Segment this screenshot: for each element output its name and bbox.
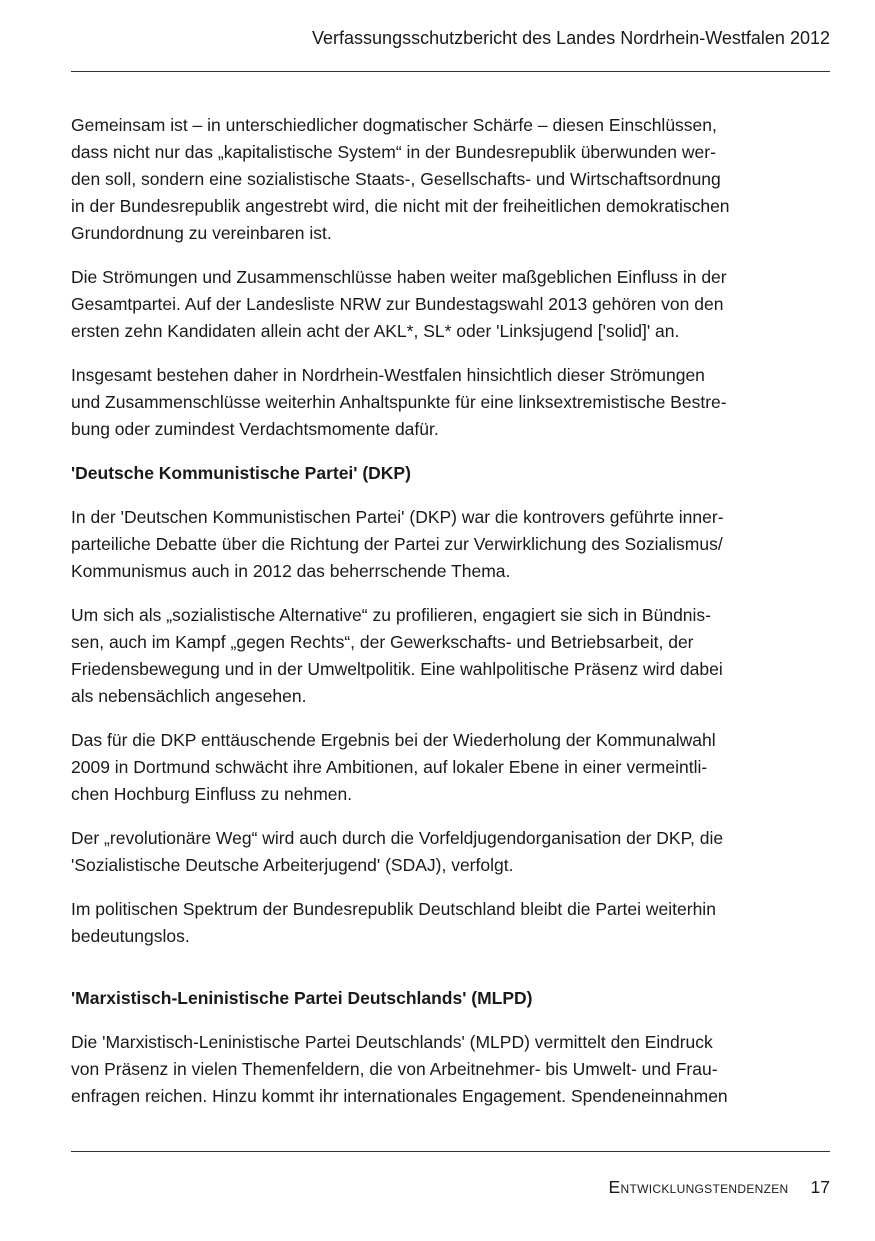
- paragraph: [71, 112, 830, 247]
- section-heading-dkp: 'Deutsche Kommunistische Partei' (DKP): [71, 463, 411, 483]
- page-number: 17: [810, 1177, 830, 1197]
- text-line: 2009 in Dortmund schwächt ihre Ambitionen, auf lokaler Ebene in einer vermeintli-: [71, 757, 708, 777]
- text-line: Kommunismus auch in 2012 das beherrschende Thema.: [71, 561, 511, 581]
- text-line: parteiliche Debatte über die Richtung der Partei zur Verwirklichung des Sozialismus/: [71, 534, 723, 554]
- text-line: bung oder zumindest Verdachtsmomente dafür.: [71, 419, 439, 439]
- paragraph: [71, 264, 830, 345]
- header-divider: [71, 71, 830, 72]
- text-line: 'Sozialistische Deutsche Arbeiterjugend' (SDAJ), verfolgt.: [71, 855, 514, 875]
- page-body: [71, 112, 830, 1127]
- page-footer: [609, 1176, 830, 1198]
- paragraph: [71, 825, 830, 879]
- paragraph: [71, 602, 830, 710]
- text-line: sen, auch im Kampf „gegen Rechts“, der Gewerkschafts- und Betriebsarbeit, der: [71, 632, 694, 652]
- text-line: In der 'Deutschen Kommunistischen Partei' (DKP) war die kontrovers geführte inner-: [71, 507, 724, 527]
- text-line: Die Strömungen und Zusammenschlüsse haben weiter maßgeblichen Einfluss in der: [71, 267, 727, 287]
- text-line: Friedensbewegung und in der Umweltpolitik. Eine wahlpolitische Präsenz wird dabei: [71, 659, 723, 679]
- text-line: Um sich als „sozialistische Alternative“ zu profilieren, engagiert sie sich in Bündnis-: [71, 605, 711, 625]
- text-line: Der „revolutionäre Weg“ wird auch durch die Vorfeldjugendorganisation der DKP, die: [71, 828, 724, 848]
- footer-divider: [71, 1151, 830, 1152]
- text-line: bedeutungslos.: [71, 926, 190, 946]
- paragraph: [71, 727, 830, 808]
- paragraph: [71, 362, 830, 443]
- text-line: als nebensächlich angesehen.: [71, 686, 307, 706]
- text-line: den soll, sondern eine sozialistische Staats-, Gesellschafts- und Wirtschaftsordnung: [71, 169, 721, 189]
- text-line: Grundordnung zu vereinbaren ist.: [71, 223, 332, 243]
- text-line: Gemeinsam ist – in unterschiedlicher dogmatischer Schärfe – diesen Einschlüssen,: [71, 115, 717, 135]
- text-line: Insgesamt bestehen daher in Nordrhein-Westfalen hinsichtlich dieser Strömungen: [71, 365, 705, 385]
- paragraph: [71, 1029, 830, 1110]
- text-line: dass nicht nur das „kapitalistische System“ in der Bundesrepublik überwunden wer-: [71, 142, 716, 162]
- text-line: in der Bundesrepublik angestrebt wird, die nicht mit der freiheitlichen demokratischen: [71, 196, 730, 216]
- text-line: Im politischen Spektrum der Bundesrepublik Deutschland bleibt die Partei weiterhin: [71, 899, 716, 919]
- section-heading-mlpd: 'Marxistisch-Leninistische Partei Deutschlands' (MLPD): [71, 988, 533, 1008]
- text-line: Die 'Marxistisch-Leninistische Partei Deutschlands' (MLPD) vermittelt den Eindruck: [71, 1032, 713, 1052]
- paragraph: [71, 896, 830, 950]
- text-line: enfragen reichen. Hinzu kommt ihr internationales Engagement. Spendeneinnahmen: [71, 1086, 728, 1106]
- text-line: ersten zehn Kandidaten allein acht der AKL*, SL* oder 'Linksjugend ['solid]' an.: [71, 321, 680, 341]
- text-line: von Präsenz in vielen Themenfeldern, die von Arbeitnehmer- bis Umwelt- und Frau-: [71, 1059, 718, 1079]
- text-line: chen Hochburg Einfluss zu nehmen.: [71, 784, 353, 804]
- running-header: Verfassungsschutzbericht des Landes Nordrhein-Westfalen 2012: [312, 28, 830, 48]
- paragraph: [71, 504, 830, 585]
- footer-section-title: Entwicklungstendenzen: [608, 1177, 789, 1197]
- text-line: Das für die DKP enttäuschende Ergebnis bei der Wiederholung der Kommunalwahl: [71, 730, 716, 750]
- text-line: und Zusammenschlüsse weiterhin Anhaltspunkte für eine linksextremistische Bestre-: [71, 392, 727, 412]
- text-line: Gesamtpartei. Auf der Landesliste NRW zur Bundestagswahl 2013 gehören von den: [71, 294, 724, 314]
